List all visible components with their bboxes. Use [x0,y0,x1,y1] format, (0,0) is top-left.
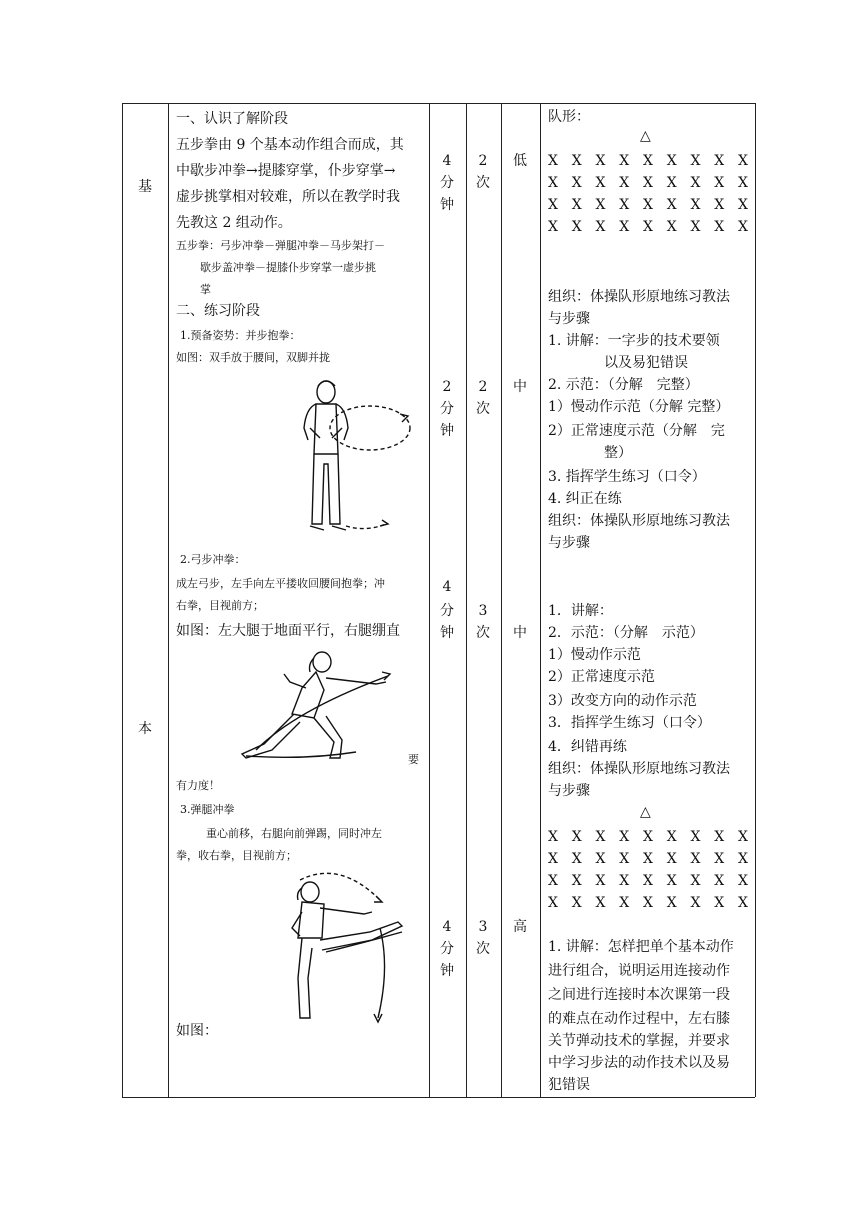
formation-row [548,172,748,194]
formation-row [548,892,748,914]
x-mark: X [619,197,630,213]
steps1-line7: 3. 指挥学生练习（口令） [548,469,706,485]
x-mark: X [595,197,606,213]
sequence-line3: 掌 [200,283,211,296]
x-mark: X [714,175,725,191]
steps1-line3: 2. 示范：（分解 完整） [548,377,699,393]
formation-row [548,216,748,238]
time-4-unit-b: 钟 [440,963,454,979]
time-3-unit-a: 分 [440,603,454,619]
time-1-unit-b: 钟 [440,197,454,213]
steps2-line1: 1．讲解： [548,603,613,619]
x-mark: X [690,895,701,911]
steps2-line3: 1）慢动作示范 [548,647,641,663]
x-mark: X [571,851,582,867]
x-mark: X [690,829,701,845]
x-mark: X [643,851,653,867]
x-mark: X [690,851,701,867]
para1-line4: 先教这 2 组动作。 [176,215,292,231]
steps1-line5: 2）正常速度示范（分解 完 [548,423,725,439]
steps1-line4: 1）慢动作示范（分解 完整） [548,399,730,415]
time-1-unit-a: 分 [440,175,454,191]
x-mark: X [738,851,748,867]
x-mark: X [619,153,630,169]
item2-fig-caption: 如图：左大腿于地面平行，右腿绷直 [176,623,400,639]
para1-line1: 五步拳由 9 个基本动作组合而成，其 [176,137,404,153]
sequence-line2: 歇步盖冲拳－提膝仆步穿掌一虚步挑 [200,261,376,274]
time-1-num: 4 [442,153,452,169]
count-1-num: 2 [478,153,488,169]
time-2-unit-a: 分 [440,401,454,417]
x-mark: X [571,197,582,213]
x-mark: X [738,219,748,235]
steps3-line4: 的难点在动作过程中，左右膝 [548,1011,730,1027]
formation-row [548,150,748,172]
teacher-triangle-1: △ [640,128,651,144]
x-mark: X [643,153,653,169]
intensity-1: 低 [513,153,527,169]
para1-line3: 虚步挑掌相对较难，所以在教学时我 [176,189,400,205]
item2-title: 2.弓步冲拳： [180,553,246,566]
count-4-unit: 次 [476,941,490,957]
steps1-line8: 4. 纠正在练 [548,491,622,507]
steps3-line3: 之间进行连接时本次课第一段 [548,987,730,1003]
table-divider-content [429,103,430,1097]
count-3-unit: 次 [476,625,490,641]
time-2-unit-b: 钟 [440,423,454,439]
x-mark: X [571,153,582,169]
item3-desc-line2: 拳，收右拳，目视前方； [176,849,297,862]
x-mark: X [619,851,630,867]
steps1-line6: 整） [604,445,632,461]
x-mark: X [666,175,677,191]
x-mark: X [548,153,558,169]
time-2-num: 2 [442,379,452,395]
intensity-4: 高 [513,919,527,935]
time-3-num: 4 [442,579,452,595]
x-mark: X [714,873,725,889]
x-mark: X [571,219,582,235]
formation-row [548,194,748,216]
x-mark: X [690,219,701,235]
org3-line2: 与步骤 [548,783,590,799]
steps3-line6: 中学习步法的动作技术以及易 [548,1055,730,1071]
bow-stance-punch-figure [236,644,396,760]
x-mark: X [690,197,701,213]
org1-line1: 组织：体操队形原地练习教法 [548,289,730,305]
x-mark: X [619,895,630,911]
org2-line1: 组织：体操队形原地练习教法 [548,513,730,529]
intensity-3: 中 [513,625,527,641]
count-2-num: 2 [478,379,488,395]
count-1-unit: 次 [476,175,490,191]
x-mark: X [643,197,653,213]
x-mark: X [619,219,630,235]
table-bottom-border [122,1097,755,1098]
x-mark: X [738,175,748,191]
time-3-unit-b: 钟 [440,625,454,641]
count-2-unit: 次 [476,401,490,417]
org1-line2: 与步骤 [548,311,590,327]
x-mark: X [738,153,748,169]
x-mark: X [738,895,748,911]
org2-line2: 与步骤 [548,535,590,551]
item2-desc-line1: 成左弓步，左手向左平搂收回腰间抱拳；冲 [176,577,385,590]
table-border-left [122,103,123,1097]
x-mark: X [738,197,748,213]
para1-line2: 中歇步冲拳→提膝穿掌，仆步穿掌→ [176,163,396,179]
x-mark: X [548,851,558,867]
section-label-bottom: 本 [138,721,152,737]
formation-row [548,826,748,848]
table-divider-intensity [540,103,541,1097]
x-mark: X [666,829,677,845]
x-mark: X [738,829,748,845]
item1-desc: 如图：双手放于腰间，双脚并拢 [176,351,330,364]
x-mark: X [690,175,701,191]
x-mark: X [595,851,606,867]
x-mark: X [714,197,725,213]
x-mark: X [571,175,582,191]
formation-row [548,848,748,870]
item2-desc-line2: 右拳，目视前方； [176,599,264,612]
x-mark: X [548,197,558,213]
snap-kick-punch-figure [280,868,410,1028]
time-4-unit-a: 分 [440,941,454,957]
x-mark: X [595,153,606,169]
item1-title: 1.预备姿势：并步抱拳： [180,329,301,342]
x-mark: X [714,851,725,867]
table-divider-section [168,103,169,1097]
table-divider-count [501,103,502,1097]
x-mark: X [666,895,677,911]
time-4-num: 4 [442,919,452,935]
steps3-line5: 关节弹动技术的掌握，并要求 [548,1033,730,1049]
steps3-line1: 1. 讲解：怎样把单个基本动作 [548,939,734,955]
x-mark: X [714,219,725,235]
x-mark: X [595,873,606,889]
steps3-line7: 犯错误 [548,1077,590,1093]
x-mark: X [548,895,558,911]
table-top-border [122,103,755,104]
x-mark: X [619,873,630,889]
x-mark: X [619,829,630,845]
stage2-title: 二、练习阶段 [176,303,260,319]
item3-desc-line1: 重心前移，右腿向前弹踢，同时冲左 [206,827,382,840]
item2-tail-a: 要 [408,753,419,766]
x-mark: X [666,197,677,213]
x-mark: X [619,175,630,191]
formation-label: 队形： [548,109,590,125]
x-mark: X [571,829,582,845]
x-mark: X [595,829,606,845]
x-mark: X [571,895,582,911]
section-label-top: 基 [138,179,152,195]
x-mark: X [643,873,653,889]
item3-fig-caption: 如图： [176,1023,218,1039]
intensity-2: 中 [513,379,527,395]
count-4-num: 3 [478,919,488,935]
x-mark: X [548,873,558,889]
steps2-line5: 3）改变方向的动作示范 [548,693,697,709]
steps1-line2: 以及易犯错误 [604,355,688,371]
x-mark: X [548,219,558,235]
steps2-line6: 3．指挥学生练习（口令） [548,715,711,731]
x-mark: X [595,219,606,235]
table-border-right [755,103,756,1097]
sequence-line1: 五步拳：弓步冲拳－弹腿冲拳－马步架打－ [176,239,385,252]
x-mark: X [643,895,653,911]
x-mark: X [690,873,701,889]
x-mark: X [571,873,582,889]
x-mark: X [714,153,725,169]
x-mark: X [690,153,701,169]
x-mark: X [643,829,653,845]
x-mark: X [666,153,677,169]
teacher-triangle-2: △ [640,804,651,820]
steps1-line1: 1. 讲解：一字步的技术要领 [548,333,720,349]
x-mark: X [738,873,748,889]
item2-tail-b: 有力度！ [176,779,220,792]
x-mark: X [666,873,677,889]
formation-row [548,870,748,892]
steps3-line2: 进行组合，说明运用连接动作 [548,963,730,979]
x-mark: X [595,175,606,191]
x-mark: X [643,219,653,235]
x-mark: X [666,851,677,867]
x-mark: X [643,175,653,191]
x-mark: X [595,895,606,911]
ready-stance-figure [280,376,430,542]
x-mark: X [548,175,558,191]
count-3-num: 3 [478,603,488,619]
x-mark: X [714,829,725,845]
x-mark: X [666,219,677,235]
steps2-line7: 4．纠错再练 [548,739,627,755]
steps2-line2: 2．示范：（分解 示范） [548,625,704,641]
x-mark: X [714,895,725,911]
item3-title: 3.弹腿冲拳 [180,803,235,816]
stage1-title: 一、认识了解阶段 [176,111,288,127]
table-divider-time [466,103,467,1097]
x-mark: X [548,829,558,845]
org3-line1: 组织：体操队形原地练习教法 [548,761,730,777]
steps2-line4: 2）正常速度示范 [548,669,655,685]
